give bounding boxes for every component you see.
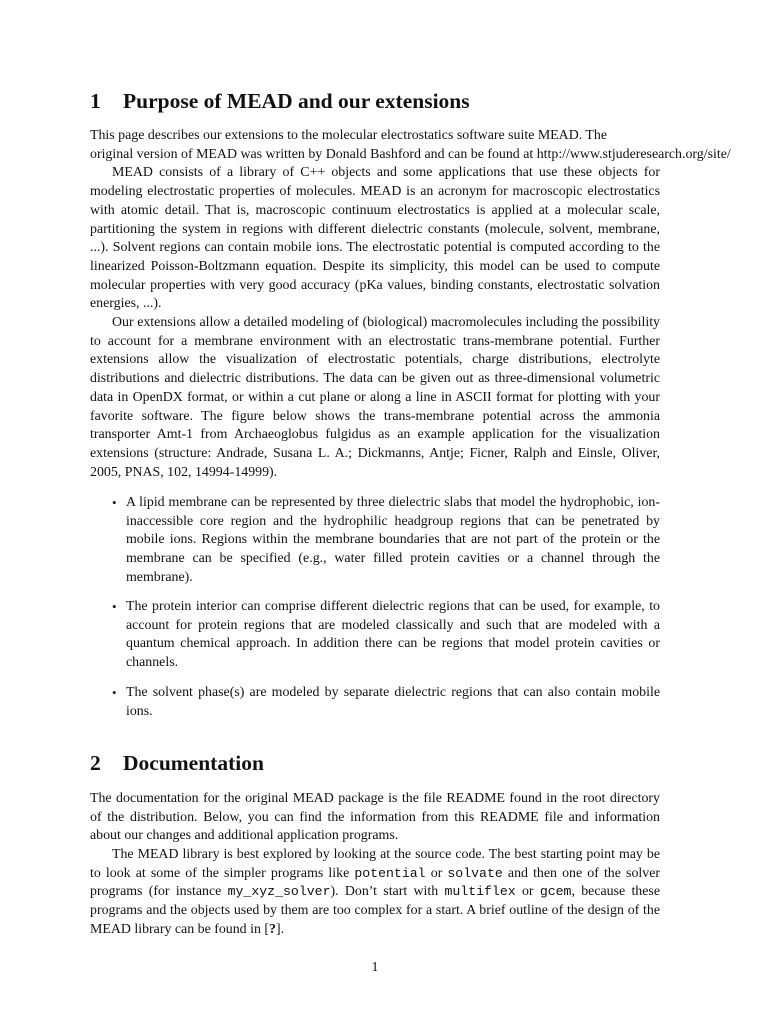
section-2-title: Documentation (123, 751, 264, 775)
list-item-text: The solvent phase(s) are modeled by separate dielectric regions that can also contain mobile ions. (126, 685, 660, 719)
text-run: , because these programs and the objects used by them are too complex for a start. A brief outline of the design of the MEAD library can be found in [ (90, 884, 660, 937)
list-item-text: The protein interior can comprise different dielectric regions that can be used, for example, to account for protein regions that are modeled classically and such that are modeled with a quantum chemical approach. In addition there can be regions that model protein cavities or channels. (126, 599, 660, 671)
list-item-text: A lipid membrane can be represented by three dielectric slabs that model the hydrophobic, ion-inaccessible core region and the hydrophilic headgroup regions that can be penetrated by mobile ions. Regions within the membrane boundaries that are not part of the protein or the membrane can be specified (e.g., water filled protein cavities or a channel through the membrane). (126, 495, 660, 585)
code-multiflex: multiflex (444, 884, 516, 900)
section-1-intro (90, 127, 731, 164)
text-run: and then one of the solver programs (for instance (90, 865, 660, 900)
section-1-title: Purpose of MEAD and our extensions (123, 89, 470, 113)
code-gcem: gcem (539, 884, 572, 900)
list-item (112, 684, 660, 721)
mead-library-paragraph (90, 846, 660, 940)
page-number: 1 (371, 960, 379, 975)
section-2-heading (90, 750, 264, 776)
list-item (112, 598, 660, 673)
code-potential: potential (354, 865, 426, 881)
text-run: The MEAD library is best explored by looking at the source code. The best starting point may be to look at some of the simpler programs like (90, 847, 660, 881)
section-1-number: 1 (90, 89, 101, 113)
code-my-xyz-solver: my_xyz_solver (227, 884, 331, 900)
text-run: or (515, 884, 540, 900)
section-2-number: 2 (90, 751, 101, 775)
section-1-heading (90, 88, 470, 114)
extensions-paragraph: Our extensions allow a detailed modeling of (biological) macromolecules including the possibility to account for a membrane environment with an electrostatic trans-membrane potential. Further extensions allow the visualization of electrostatic potentials, charge distributions, electrolyte distributions and dielectric distributions. The data can be given out as three-dimensional volumetric data in OpenDX format, or within a cut plane or along a line in ASCII format for plotting with your favorite software. The figure below shows the trans-membrane potential across the ammonia transporter Amt-1 from Archaeoglobus fulgidus as an example application for the visualization extensions (structure: Andrade, Susana L. A.; Dickmanns, Antje; Ficner, Ralph and Einsle, Oliver, 2005, PNAS, 102, 14994-14999). (90, 315, 660, 480)
bullet-icon: • (112, 495, 117, 510)
list-item (112, 494, 660, 588)
documentation-paragraph: The documentation for the original MEAD package is the file README found in the root directory of the distribution. Below, you can find the information from this README file and information about our changes and additional application programs. (90, 791, 660, 844)
intro-line-1: This page describes our extensions to the molecular electrostatics software suite MEAD. The (90, 128, 608, 143)
text-run: ]. (275, 921, 285, 937)
mead-description-paragraph: MEAD consists of a library of C++ objects and some applications that use these objects for modeling electrostatic properties of molecules. MEAD is an acronym for macroscopic electrostatics with atomic detail. That is, macroscopic continuum electrostatics is applied at a molecular scale, partitioning the system in regions with different dielectric constants (molecule, solvent, membrane, ...). Solvent regions can contain mobile ions. The electrostatic potential is computed according to the linearized Poisson-Boltzmann equation. Despite its simplicity, this model can be used to compute molecular properties with very good accuracy (pKa values, binding constants, electrostatic solvation energies, ...). (90, 165, 660, 312)
code-solvate: solvate (447, 865, 503, 881)
text-run: or (425, 865, 448, 881)
bullet-icon: • (112, 599, 117, 614)
intro-line-2: original version of MEAD was written by Donald Bashford and can be found at http://www.stjuderesearch.org/site/ (90, 146, 731, 162)
text-run: ). Don’t start with (330, 884, 445, 900)
bullet-icon: • (112, 685, 117, 700)
citation-placeholder: ? (268, 921, 276, 937)
